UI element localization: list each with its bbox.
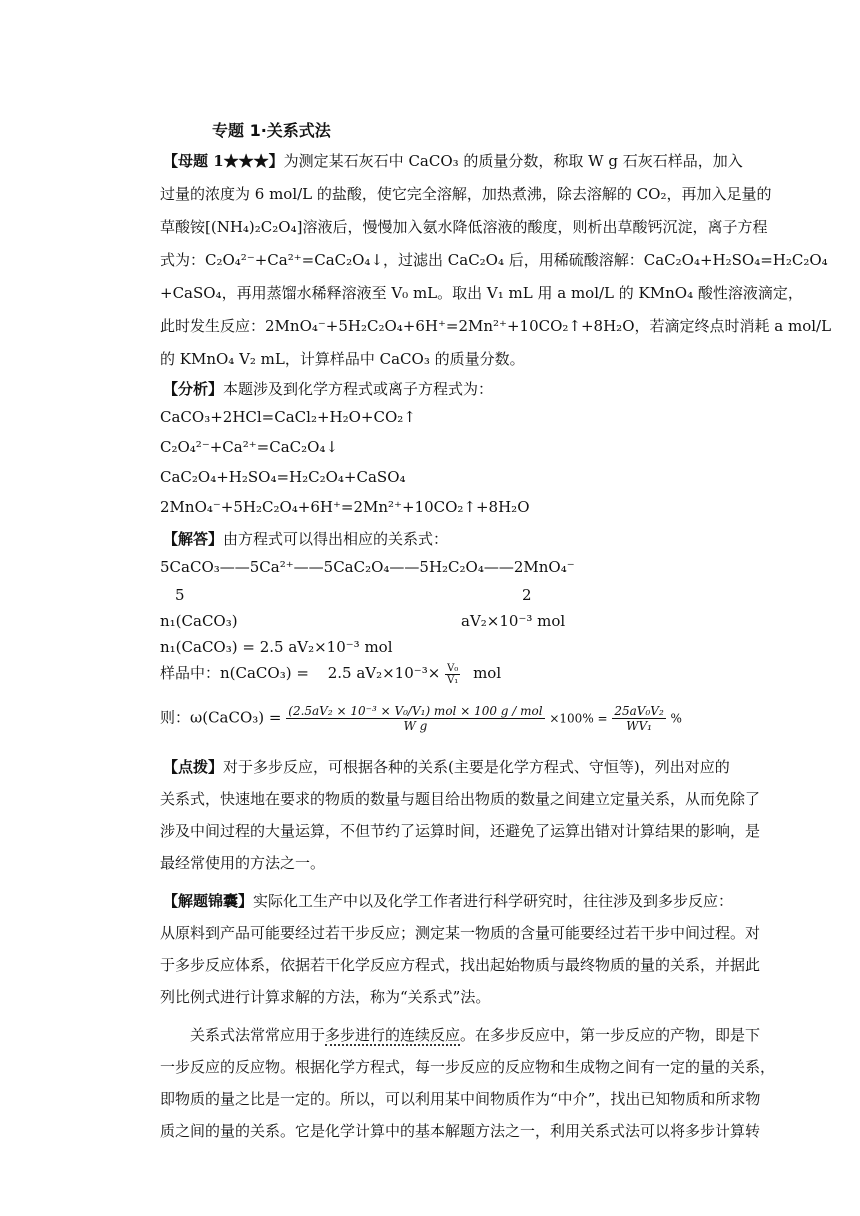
answer-text: 由方程式可以得出相应的关系式：	[223, 530, 449, 548]
n-left: n₁(CaCO₃)	[160, 612, 238, 630]
equation-2: C₂O₄²⁻+Ca²⁺=CaC₂O₄↓	[160, 438, 339, 456]
tips-line-2: 关系式，快速地在要求的物质的数量与题目给出物质的数量之间建立定量关系，从而免除了	[160, 790, 761, 808]
answer-line	[163, 528, 448, 549]
problem-line-1	[163, 150, 743, 171]
sample-fraction	[445, 663, 460, 686]
omega-frac1-den: W g	[403, 719, 428, 733]
tips-label: 【点拨】	[163, 758, 224, 776]
sample-frac-num: V₀	[447, 662, 459, 674]
omega-times: ×100% =	[549, 711, 608, 726]
coef-right: 2	[522, 586, 532, 604]
analysis-line	[163, 378, 493, 399]
omega-frac2-num: 25aV₀V₂	[614, 704, 664, 718]
final-line-4: 质之间的量的关系。它是化学计算中的基本解题方法之一，利用关系式法可以将多步计算转	[160, 1122, 761, 1140]
tips-text-1: 对于多步反应，可根据各种的关系(主要是化学方程式、守恒等)，列出对应的	[223, 758, 730, 776]
final-text-c: 。在多步反应中，第一步反应的产物，即是下	[460, 1026, 761, 1044]
final-line-2: 一步反应的反应物。根据化学方程式，每一步反应的反应物和生成物之间有一定的量的关系，	[160, 1058, 776, 1076]
omega-frac2-den: WV₁	[626, 719, 652, 733]
secret-line-1	[163, 890, 733, 911]
problem-line-7: 的 KMnO₄ V₂ mL，计算样品中 CaCO₃ 的质量分数。	[160, 350, 525, 368]
omega-percent: %	[670, 711, 682, 726]
final-line-1	[190, 1024, 760, 1045]
omega-frac1-num: (2.5aV₂ × 10⁻³ × V₀/V₁) mol × 100 g / mol	[288, 704, 543, 718]
analysis-label: 【分析】	[163, 380, 224, 398]
sample-frac-den: V₁	[447, 674, 459, 686]
final-line-3: 即物质的量之比是一定的。所以，可以利用某中间物质作为“中介”，找出已知物质和所求物	[160, 1090, 761, 1108]
tips-line-1	[163, 756, 730, 777]
equation-3: CaC₂O₄+H₂SO₄=H₂C₂O₄+CaSO₄	[160, 468, 406, 486]
problem-label: 【母题 1★★★】	[163, 152, 284, 170]
omega-fraction-1	[286, 704, 544, 733]
problem-line-5: +CaSO₄，再用蒸馏水稀释溶液至 V₀ mL。取出 V₁ mL 用 a mol/L 的 KMnO₄ 酸性溶液滴定，	[160, 284, 803, 302]
secret-label: 【解题锦囊】	[163, 892, 254, 910]
secret-text-1: 实际化工生产中以及化学工作者进行科学研究时，往往涉及到多步反应：	[253, 892, 734, 910]
secret-line-2: 从原料到产品可能要经过若干步反应；测定某一物质的含量可能要经过若干步中间过程。对	[160, 924, 761, 942]
sample-value: 2.5 aV₂×10⁻³×	[327, 664, 441, 682]
final-emphasis: 多步进行的连续反应	[325, 1026, 461, 1044]
problem-line-4: 式为：C₂O₄²⁻+Ca²⁺=CaC₂O₄↓，过滤出 CaC₂O₄ 后，用稀硫酸溶解：CaC₂O₄+H₂SO₄=H₂C₂O₄	[160, 251, 828, 269]
sample-prefix: 样品中：n(CaCO₃) =	[160, 664, 309, 682]
page-title: 专题 1·关系式法	[212, 121, 331, 140]
problem-line-3: 草酸铵[(NH₄)₂C₂O₄]溶液后，慢慢加入氨水降低溶液的酸度，则析出草酸钙沉淀，离子方程	[160, 218, 768, 236]
secret-line-4: 列比例式进行计算求解的方法，称为“关系式”法。	[160, 988, 491, 1006]
n-result: n₁(CaCO₃) = 2.5 aV₂×10⁻³ mol	[160, 638, 393, 656]
problem-line-6: 此时发生反应：2MnO₄⁻+5H₂C₂O₄+6H⁺=2Mn²⁺+10CO₂↑+8H₂O，若滴定终点时消耗 a mol/L	[160, 317, 832, 335]
sample-unit: mol	[473, 664, 502, 682]
equation-4: 2MnO₄⁻+5H₂C₂O₄+6H⁺=2Mn²⁺+10CO₂↑+8H₂O	[160, 498, 530, 516]
tips-line-3: 涉及中间过程的大量运算，不但节约了运算时间，还避免了运算出错对计算结果的影响，是	[160, 822, 761, 840]
coef-left: 5	[175, 586, 185, 604]
problem-text-1: 为测定某石灰石中 CaCO₃ 的质量分数，称取 W g 石灰石样品，加入	[283, 152, 743, 170]
omega-fraction-2	[612, 704, 665, 733]
omega-line	[160, 704, 682, 733]
problem-line-2: 过量的浓度为 6 mol/L 的盐酸，使它完全溶解，加热煮沸，除去溶解的 CO₂，再加入足量的	[160, 185, 772, 203]
equation-1: CaCO₃+2HCl=CaCl₂+H₂O+CO₂↑	[160, 408, 416, 426]
secret-line-3: 于多步反应体系，依据若干化学反应方程式，找出起始物质与最终物质的量的关系，并据此	[160, 956, 761, 974]
sample-line	[160, 662, 501, 686]
final-text-a: 关系式法常常应用于	[190, 1026, 326, 1044]
answer-label: 【解答】	[163, 530, 224, 548]
tips-line-4: 最经常使用的方法之一。	[160, 854, 326, 872]
n-right: aV₂×10⁻³ mol	[461, 612, 566, 630]
omega-prefix: 则：ω(CaCO₃) =	[160, 708, 282, 727]
relation-chain: 5CaCO₃——5Ca²⁺——5CaC₂O₄——5H₂C₂O₄——2MnO₄⁻	[160, 558, 575, 576]
analysis-text: 本题涉及到化学方程式或离子方程式为：	[223, 380, 494, 398]
